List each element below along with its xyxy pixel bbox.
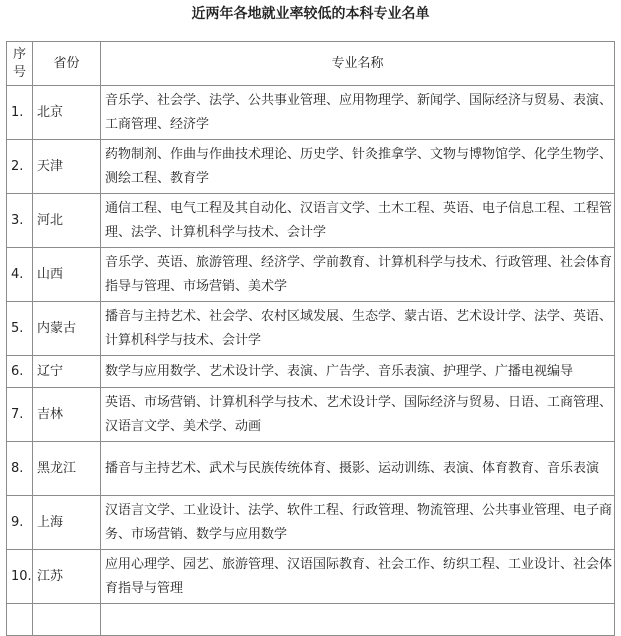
row-province: 天津 — [33, 140, 101, 194]
table-row — [7, 442, 615, 496]
row-majors: 播音与主持艺术、武术与民族传统体育、摄影、运动训练、表演、体育教育、音乐表演 — [101, 442, 615, 496]
row-no: 3. — [7, 194, 33, 248]
row-no: 7. — [7, 388, 33, 442]
table-row — [7, 302, 615, 356]
row-province: 河北 — [33, 194, 101, 248]
row-province: 上海 — [33, 496, 101, 550]
table-row — [7, 140, 615, 194]
table-row — [7, 550, 615, 604]
row-no: 2. — [7, 140, 33, 194]
row-majors: 数学与应用数学、艺术设计学、表演、广告学、音乐表演、护理学、广播电视编导 — [101, 356, 615, 388]
row-majors: 应用心理学、园艺、旅游管理、汉语国际教育、社会工作、纺织工程、工业设计、社会体育指导与管理 — [101, 550, 615, 604]
table-row — [7, 86, 615, 140]
header-province: 省份 — [33, 42, 101, 86]
row-province: 辽宁 — [33, 356, 101, 388]
table-row — [7, 356, 615, 388]
header-majors: 专业名称 — [101, 42, 615, 86]
row-no: 9. — [7, 496, 33, 550]
row-majors: 音乐学、英语、旅游管理、经济学、学前教育、计算机科学与技术、行政管理、社会体育指导与管理、市场营销、美术学 — [101, 248, 615, 302]
row-no — [7, 604, 33, 636]
row-majors: 汉语言文学、工业设计、法学、软件工程、行政管理、物流管理、公共事业管理、电子商务、市场营销、数学与应用数学 — [101, 496, 615, 550]
row-no: 10. — [7, 550, 33, 604]
row-majors: 音乐学、社会学、法学、公共事业管理、应用物理学、新闻学、国际经济与贸易、表演、工商管理、经济学 — [101, 86, 615, 140]
page-title: 近两年各地就业率较低的本科专业名单 — [191, 6, 430, 22]
majors-table — [6, 41, 615, 636]
row-province: 吉林 — [33, 388, 101, 442]
row-province: 北京 — [33, 86, 101, 140]
row-majors: 播音与主持艺术、社会学、农村区域发展、生态学、蒙古语、艺术设计学、法学、英语、计算机科学与技术、会计学 — [101, 302, 615, 356]
row-majors: 通信工程、电气工程及其自动化、汉语言文学、土木工程、英语、电子信息工程、工程管理、法学、计算机科学与技术、会计学 — [101, 194, 615, 248]
row-province: 黑龙江 — [33, 442, 101, 496]
row-province — [33, 604, 101, 636]
row-majors: 药物制剂、作曲与作曲技术理论、历史学、针灸推拿学、文物与博物馆学、化学生物学、测绘工程、教育学 — [101, 140, 615, 194]
row-no: 5. — [7, 302, 33, 356]
row-no: 8. — [7, 442, 33, 496]
table-header-row — [7, 42, 615, 86]
row-majors — [101, 604, 615, 636]
table-row — [7, 496, 615, 550]
row-no: 6. — [7, 356, 33, 388]
row-majors: 英语、市场营销、计算机科学与技术、艺术设计学、国际经济与贸易、日语、工商管理、汉语言文学、美术学、动画 — [101, 388, 615, 442]
row-province: 山西 — [33, 248, 101, 302]
row-province: 江苏 — [33, 550, 101, 604]
table-row — [7, 388, 615, 442]
header-no: 序号 — [7, 42, 33, 86]
majors-table-container — [6, 41, 614, 636]
table-row — [7, 194, 615, 248]
row-no: 1. — [7, 86, 33, 140]
row-no: 4. — [7, 248, 33, 302]
table-row — [7, 604, 615, 636]
row-province: 内蒙古 — [33, 302, 101, 356]
table-row — [7, 248, 615, 302]
